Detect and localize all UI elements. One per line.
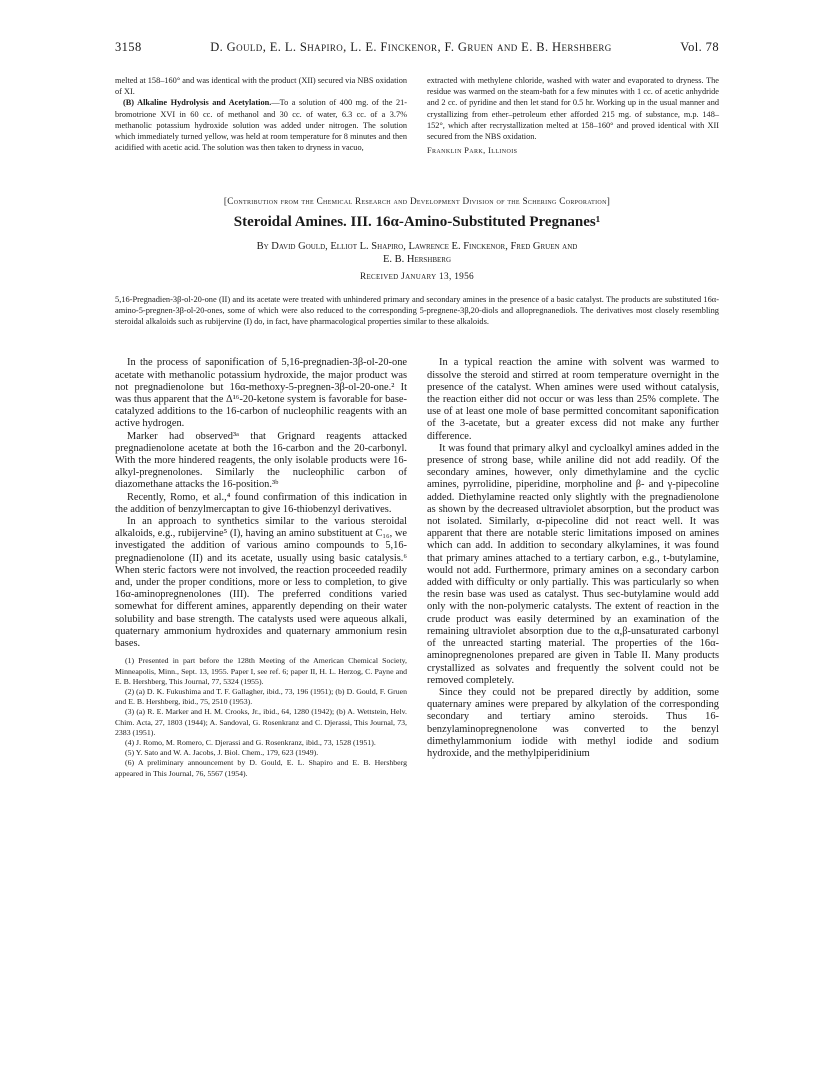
footnote: (5) Y. Sato and W. A. Jacobs, J. Biol. Chem., 179, 623 (1949). [125,748,319,758]
alkaline-hydrolysis-heading: (B) Alkaline Hydrolysis and Acetylation. [123,98,272,108]
footnote: (3) (a) R. E. Marker and H. M. Crooks, Jr., ibid., 64, 1280 (1942); (b) A. Wettstein, Helv. Chim. Acta, 27, 1803 (1944); A. Sandoval, G. Rosenkranz and C. Djerassi, This Journal, 73, 2383 (1951). [115,707,407,737]
article-title: Steroidal Amines. III. 16α-Amino-Substituted Pregnanes¹ [233,214,601,231]
page-number: 3158 [115,40,142,54]
body-right-column [427,357,719,778]
footnote: (2) (a) D. K. Fukushima and T. F. Gallagher, ibid., 73, 196 (1951); (b) D. Gould, F. Gruen and E. B. Hershberg, ibid., 75, 2510 (1953). [115,686,407,707]
previous-article-continuation [115,75,719,156]
volume-number: Vol. 78 [680,40,719,54]
byline-line-2: E. B. Hershberg [382,254,452,266]
top-left-paragraph-2 [115,97,407,153]
article-body [115,357,719,778]
top-left-column [115,75,407,156]
body-paragraph: Marker had observed³ᵃ that Grignard reagents attacked pregnadienolone acetate at both the 16-carbon and the 20-carbonyl. With the more hindered reagents, the only isolable products were 16-alkyl-pregnenolones. Similarly the nucleophilic carbon of diazomethane attacks the 16-position.³ᵇ [115,430,407,491]
footnote: (6) A preliminary announcement by D. Gould, E. L. Shapiro and E. B. Hershberg appeared in This Journal, 76, 5567 (1954). [115,758,407,778]
body-paragraph: In the process of saponification of 5,16-pregnadien-3β-ol-20-one acetate with methanolic potassium hydroxide, the major product was not pregnadienolone but 16α-methoxy-5-pregnen-3β-ol-20-one.² It was thus apparent that the Δ¹⁶-20-ketone system is favorable for base-catalyzed additions to the 16-carbon of nucleophilic reagents with an active hydrogen. [115,357,407,430]
abstract: 5,16-Pregnadien-3β-ol-20-one (II) and its acetate were treated with unhindered primary and secondary amines in the presence of a basic catalyst. The products are substituted 16α-amino-5-pregnen-3β-ol-20-ones, some of which were also reduced to the corresponding 5-pregnene-3β,20-diols and allopregnanediols. The derivatives most closely resembling steroidal alkaloids such as rubijervine (I) do, in fact, have pharmacological properties similar to these alkaloids. [115,295,719,327]
received-date: Received January 13, 1956 [359,272,474,283]
top-left-paragraph-1: melted at 158–160° and was identical with the product (XII) secured via NBS oxidation of XI. [115,76,407,97]
footnotes [115,656,407,778]
top-right-paragraph-1: extracted with methylene chloride, washed with water and evaporated to dryness. The residue was warmed on the steam-bath for a few minutes with 1 cc. of acetic anhydride and 2 cc. of pyridine and then let stand for 0.5 hr. Working up in the usual manner and crystallizing from ether–petroleum ether afforded 215 mg. of substance, m.p. 148–152°, which after recrystallization melted at 158–160° and proved identical with XII secured from the NBS oxidation. [427,76,719,142]
alkaline-hydrolysis-text: —To a solution of 400 mg. of the 21-bromotrione XVI in 60 cc. of methanol and 30 cc. of water, 6.3 cc. of a 3.7% methanolic potassium hydroxide solution was added under nitrogen. The solution which immediately turned yellow, was held at room temperature for 8 minutes and then acidified with acetic acid. The solution was then taken to dryness in vacuo, [115,98,407,153]
contribution-line: [Contribution from the Chemical Research and Development Division of the Schering Corporation] [223,196,611,207]
body-paragraph: In a typical reaction the amine with solvent was warmed to dissolve the steroid and stirred at room temperature overnight in the presence of the catalyst. When amines were used without catalysis, the reaction either did not occur or was less than 25% complete. The use of at least one mole of base permitted concomitant saponification of the 3-acetate, but a greater excess did not make any further difference. [427,357,719,442]
footnote: (1) Presented in part before the 128th Meeting of the American Chemical Society, Minneapolis, Minn., Sept. 13, 1955. Paper I, see ref. 6; paper II, H. L. Herzog, C. Payne and E. B. Hershberg, This Journal, 77, 5324 (1955). [115,656,407,686]
byline [115,240,719,266]
location-line: Franklin Park, Illinois [427,146,518,156]
body-paragraph: Recently, Romo, et al.,⁴ found confirmation of this indication in the addition of benzylmercaptan to give 16-thiobenzyl derivatives. [115,491,407,515]
byline-line-1: By David Gould, Elliot L. Shapiro, Lawrence E. Finckenor, Fred Gruen and [256,241,578,253]
running-header-authors: D. Gould, E. L. Shapiro, L. E. Finckenor, F. Gruen and E. B. Hershberg [210,40,612,54]
body-paragraph: In an approach to synthetics similar to the various steroidal alkaloids, e.g., rubijervine⁵ (I), having an amino substituent at C₁₆, we investigated the addition of various amino compounds to 5,16-pregnadienolone (II) and its acetate, usually using basic catalysis.⁶ When steric factors were not involved, the reaction proceeded readily and, under the proper conditions, more or less to completion, to give 16α-aminopregnenolones (III). The preferred conditions varied somewhat for different amines, apparently depending on their water solubility and base strength. The catalysts used were aqueous alkali, quaternary ammonium hydroxides and quaternary ammonium resin bases. [115,516,407,650]
running-header [115,40,719,55]
body-paragraph: Since they could not be prepared directly by addition, some quaternary amines were prepared by alkylation of the corresponding secondary and tertiary amino steroids. Thus 16-benzylaminopregnenolone was converted to the benzyl dimethylammonium iodide with methyl iodide and sodium hydroxide, and the methylpiperidinium [427,686,719,759]
body-paragraph: It was found that primary alkyl and cycloalkyl amines added in the presence of strong base, while aniline did not add readily. Of the secondary amines, however, only dimethylamine and the cyclic amines, pyrrolidine, piperidine, morpholine and β- and γ-pipecoline added. Diethylamine reacted only slightly with the pregnadienolone as shown by the decreased ultraviolet absorption, but the product was not isolated. Similarly, α-pipecoline did not react well. It was apparent that there are notable steric limitations imposed on amines which can add. In addition to secondary alkylamines, it was found that primary amines attached to a tertiary carbon, e.g., t-butylamine, would not add. Furthermore, primary amines on a secondary carbon added with difficulty or only partially. This was particularly so when the resin base was used as catalyst. Thus sec-butylamine would add only with the non-polymeric catalysts. The extent of reaction in the crude product was easily determined by an examination of the remaining ultraviolet absorption due to the α,β-unsaturated carbonyl of the unreacted starting material. The properties of the 16α-aminopregnenolones prepared are given in Table II. Many products crystallized as solvates and frequently the solvent could not be removed completely. [427,442,719,686]
top-right-column [427,75,719,156]
body-left-column [115,357,407,778]
footnote: (4) J. Romo, M. Romero, C. Djerassi and G. Rosenkranz, ibid., 73, 1528 (1951). [125,737,376,747]
